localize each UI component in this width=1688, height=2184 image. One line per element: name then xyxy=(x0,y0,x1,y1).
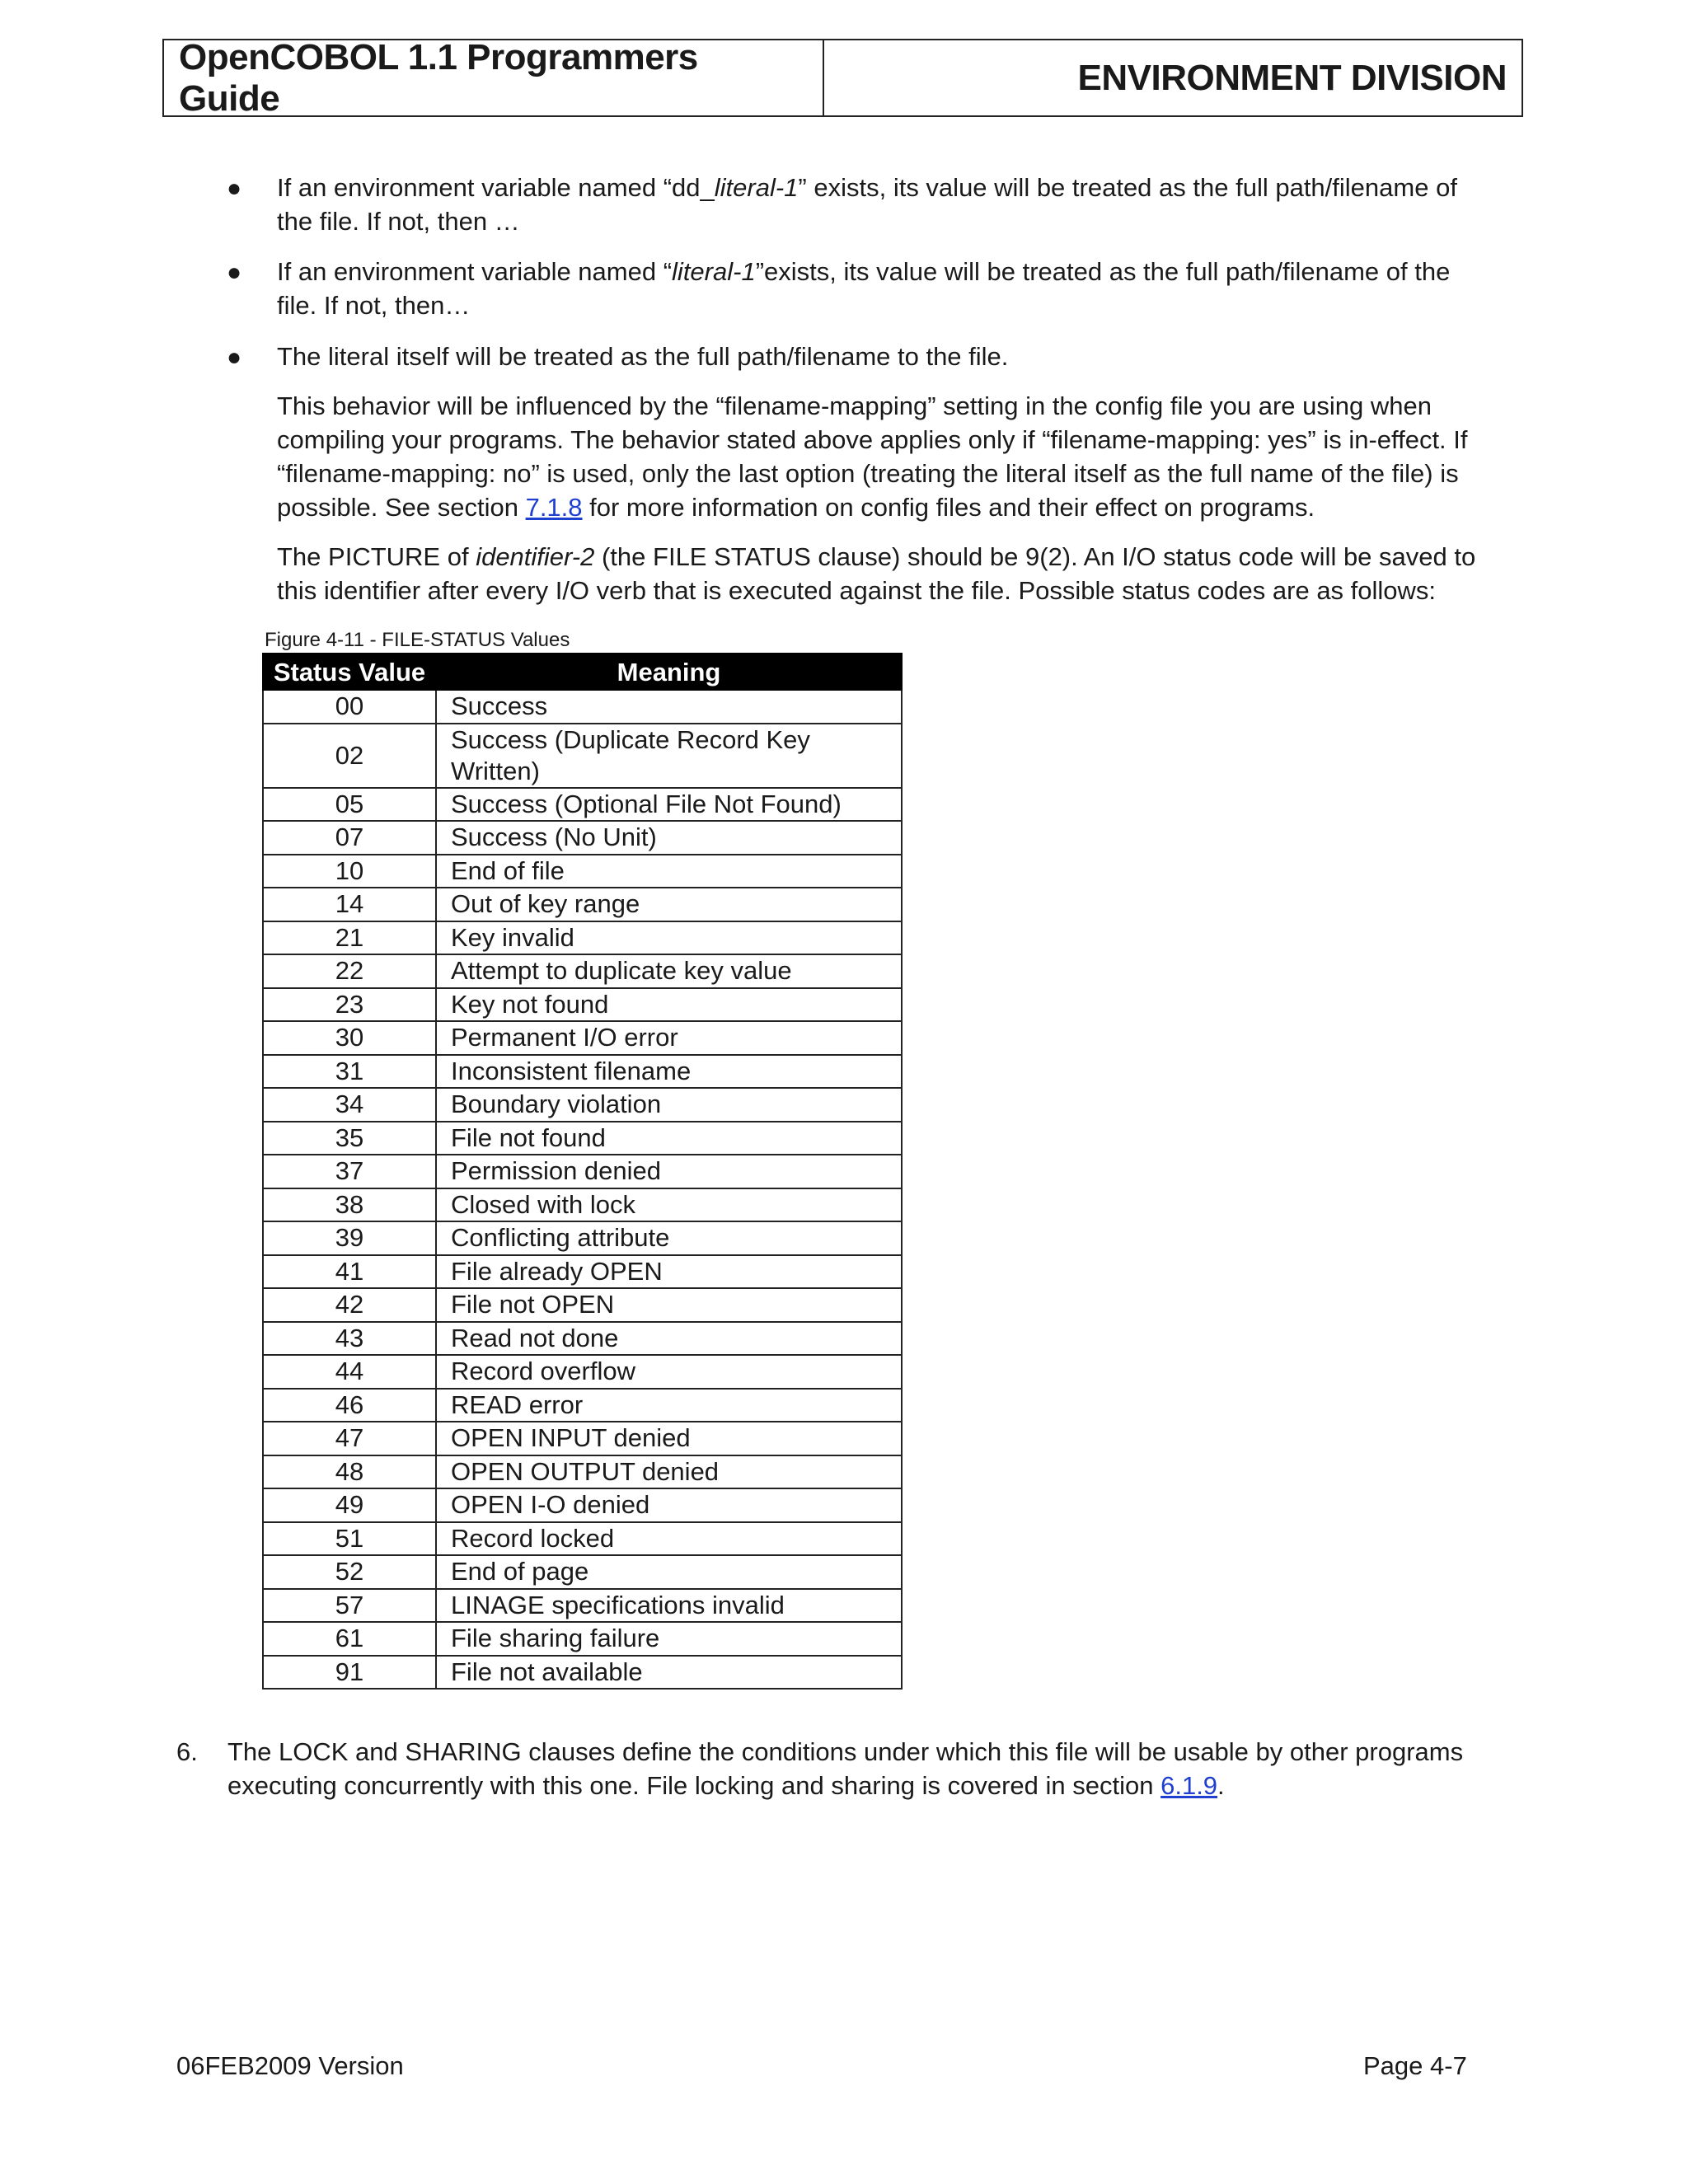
paragraph-text: for more information on config files and their effect on programs. xyxy=(582,493,1315,522)
table-row xyxy=(263,954,902,988)
status-code-cell: 00 xyxy=(263,690,436,724)
status-meaning-cell: Closed with lock xyxy=(436,1188,902,1222)
status-code-cell: 38 xyxy=(263,1188,436,1222)
table-row xyxy=(263,1088,902,1122)
bullet-italic: literal-1 xyxy=(714,173,799,202)
status-meaning-cell: Conflicting attribute xyxy=(436,1221,902,1255)
bullet-text: If an environment variable named “dd_ xyxy=(277,173,715,202)
status-code-cell: 14 xyxy=(263,888,436,921)
status-code-cell: 34 xyxy=(263,1088,436,1122)
paragraph-italic: identifier-2 xyxy=(476,542,595,571)
item-6-paragraph xyxy=(227,1735,1513,1802)
status-meaning-cell: End of page xyxy=(436,1555,902,1589)
table-row xyxy=(263,855,902,888)
table-row xyxy=(263,1622,902,1656)
bullet-text: ”exists, its value will be treated as the full path/filename of the file. If not, then… xyxy=(277,257,1451,320)
table-row xyxy=(263,1656,902,1690)
status-meaning-cell: OPEN I-O denied xyxy=(436,1488,902,1522)
table-row xyxy=(263,988,902,1022)
status-code-cell: 23 xyxy=(263,988,436,1022)
status-code-cell: 61 xyxy=(263,1622,436,1656)
status-code-cell: 10 xyxy=(263,855,436,888)
table-row xyxy=(263,888,902,921)
status-meaning-cell: Success (No Unit) xyxy=(436,821,902,855)
status-code-cell: 46 xyxy=(263,1389,436,1422)
table-row xyxy=(263,1155,902,1188)
status-meaning-cell: Out of key range xyxy=(436,888,902,921)
table-row xyxy=(263,1355,902,1389)
status-meaning-cell: File not available xyxy=(436,1656,902,1690)
table-row xyxy=(263,1522,902,1556)
table-row xyxy=(263,1255,902,1289)
status-meaning-cell: READ error xyxy=(436,1389,902,1422)
status-code-cell: 21 xyxy=(263,921,436,955)
status-meaning-cell: Attempt to duplicate key value xyxy=(436,954,902,988)
status-code-cell: 48 xyxy=(263,1455,436,1489)
status-meaning-cell: Record overflow xyxy=(436,1355,902,1389)
status-meaning-cell: LINAGE specifications invalid xyxy=(436,1589,902,1623)
status-code-cell: 41 xyxy=(263,1255,436,1289)
status-code-cell: 22 xyxy=(263,954,436,988)
status-meaning-cell: Success xyxy=(436,690,902,724)
status-meaning-cell: Permission denied xyxy=(436,1155,902,1188)
table-row xyxy=(263,690,902,724)
status-code-cell: 44 xyxy=(263,1355,436,1389)
status-code-cell: 43 xyxy=(263,1322,436,1356)
status-meaning-cell: Boundary violation xyxy=(436,1088,902,1122)
file-status-table xyxy=(262,653,903,1690)
paragraph-text: (the FILE STATUS clause) should be 9(2). An I/O status code will be saved to this identifier after every I/O verb that is executed against the file. Possible status codes are as follows: xyxy=(277,542,1476,605)
status-code-cell: 39 xyxy=(263,1221,436,1255)
status-meaning-cell: Read not done xyxy=(436,1322,902,1356)
status-meaning-cell: OPEN INPUT denied xyxy=(436,1422,902,1455)
status-meaning-cell: OPEN OUTPUT denied xyxy=(436,1455,902,1489)
status-meaning-cell: Key not found xyxy=(436,988,902,1022)
table-row xyxy=(263,1221,902,1255)
bullet-dot: ● xyxy=(227,175,242,202)
list-number: 6. xyxy=(176,1737,198,1766)
table-row xyxy=(263,1389,902,1422)
table-row xyxy=(263,1555,902,1589)
bullet-text: If an environment variable named “ xyxy=(277,257,673,286)
paragraph-text: This behavior will be influenced by the “filename-mapping” setting in the config file you are using when compiling your programs. The behavior stated above applies only if “filename-mapping: yes” is in-effect. If “filename-mapping: no” is used, only the last option (treating the literal itself as the full name of the file) is possible. See section xyxy=(277,391,1468,522)
section-link-6-1-9[interactable]: 6.1.9 xyxy=(1160,1771,1218,1800)
status-code-cell: 35 xyxy=(263,1122,436,1155)
table-row xyxy=(263,724,902,788)
bullet-text: ” exists, its value will be treated as the full path/filename of the file. If not, then … xyxy=(277,173,1457,236)
status-meaning-cell: End of file xyxy=(436,855,902,888)
behavior-paragraph xyxy=(277,389,1497,524)
bullet-italic: literal-1 xyxy=(672,257,756,286)
status-code-cell: 47 xyxy=(263,1422,436,1455)
table-row xyxy=(263,921,902,955)
status-meaning-cell: Inconsistent filename xyxy=(436,1055,902,1089)
status-code-cell: 49 xyxy=(263,1488,436,1522)
picture-paragraph xyxy=(277,540,1497,607)
table-row xyxy=(263,1589,902,1623)
table-row xyxy=(263,1188,902,1222)
column-header-status-value: Status Value xyxy=(263,654,436,690)
status-meaning-cell: File not OPEN xyxy=(436,1288,902,1322)
table-row xyxy=(263,1122,902,1155)
table-row xyxy=(263,1021,902,1055)
figure-caption: Figure 4-11 - FILE-STATUS Values xyxy=(265,629,570,651)
bullet-item-dd-literal xyxy=(277,171,1497,238)
status-meaning-cell: Success (Optional File Not Found) xyxy=(436,788,902,822)
column-header-meaning: Meaning xyxy=(436,654,902,690)
bullet-item-literal xyxy=(277,255,1497,322)
status-code-cell: 51 xyxy=(263,1522,436,1556)
table-row xyxy=(263,1055,902,1089)
table-row xyxy=(263,1455,902,1489)
table-row xyxy=(263,788,902,822)
status-meaning-cell: Key invalid xyxy=(436,921,902,955)
status-code-cell: 07 xyxy=(263,821,436,855)
status-meaning-cell: Permanent I/O error xyxy=(436,1021,902,1055)
bullet-item-literal-itself: The literal itself will be treated as the full path/filename to the file. xyxy=(277,342,1009,371)
footer-page-number: Page 4-7 xyxy=(1363,2051,1467,2080)
status-code-cell: 31 xyxy=(263,1055,436,1089)
status-code-cell: 30 xyxy=(263,1021,436,1055)
status-code-cell: 52 xyxy=(263,1555,436,1589)
status-code-cell: 42 xyxy=(263,1288,436,1322)
status-meaning-cell: File already OPEN xyxy=(436,1255,902,1289)
table-row xyxy=(263,821,902,855)
footer-version: 06FEB2009 Version xyxy=(176,2051,404,2080)
table-header-row xyxy=(263,654,902,690)
status-code-cell: 05 xyxy=(263,788,436,822)
status-meaning-cell: Success (Duplicate Record Key Written) xyxy=(436,724,902,788)
status-meaning-cell: File sharing failure xyxy=(436,1622,902,1656)
status-code-cell: 37 xyxy=(263,1155,436,1188)
table-row xyxy=(263,1288,902,1322)
status-code-cell: 57 xyxy=(263,1589,436,1623)
header-section-title: ENVIRONMENT DIVISION xyxy=(1077,57,1507,98)
table-body xyxy=(263,690,902,1689)
paragraph-text: The LOCK and SHARING clauses define the conditions under which this file will be usable by other programs executing concurrently with this one. File locking and sharing is covered in section xyxy=(227,1737,1464,1800)
bullet-dot: ● xyxy=(227,259,242,286)
bullet-dot: ● xyxy=(227,344,242,371)
table-row xyxy=(263,1422,902,1455)
table-row xyxy=(263,1322,902,1356)
status-meaning-cell: Record locked xyxy=(436,1522,902,1556)
section-link-7-1-8[interactable]: 7.1.8 xyxy=(525,493,583,522)
header-guide-title: OpenCOBOL 1.1 Programmers Guide xyxy=(164,40,824,115)
table-row xyxy=(263,1488,902,1522)
status-code-cell: 91 xyxy=(263,1656,436,1690)
paragraph-text: . xyxy=(1217,1771,1225,1800)
paragraph-text: The PICTURE of xyxy=(277,542,476,571)
status-code-cell: 02 xyxy=(263,724,436,788)
status-meaning-cell: File not found xyxy=(436,1122,902,1155)
